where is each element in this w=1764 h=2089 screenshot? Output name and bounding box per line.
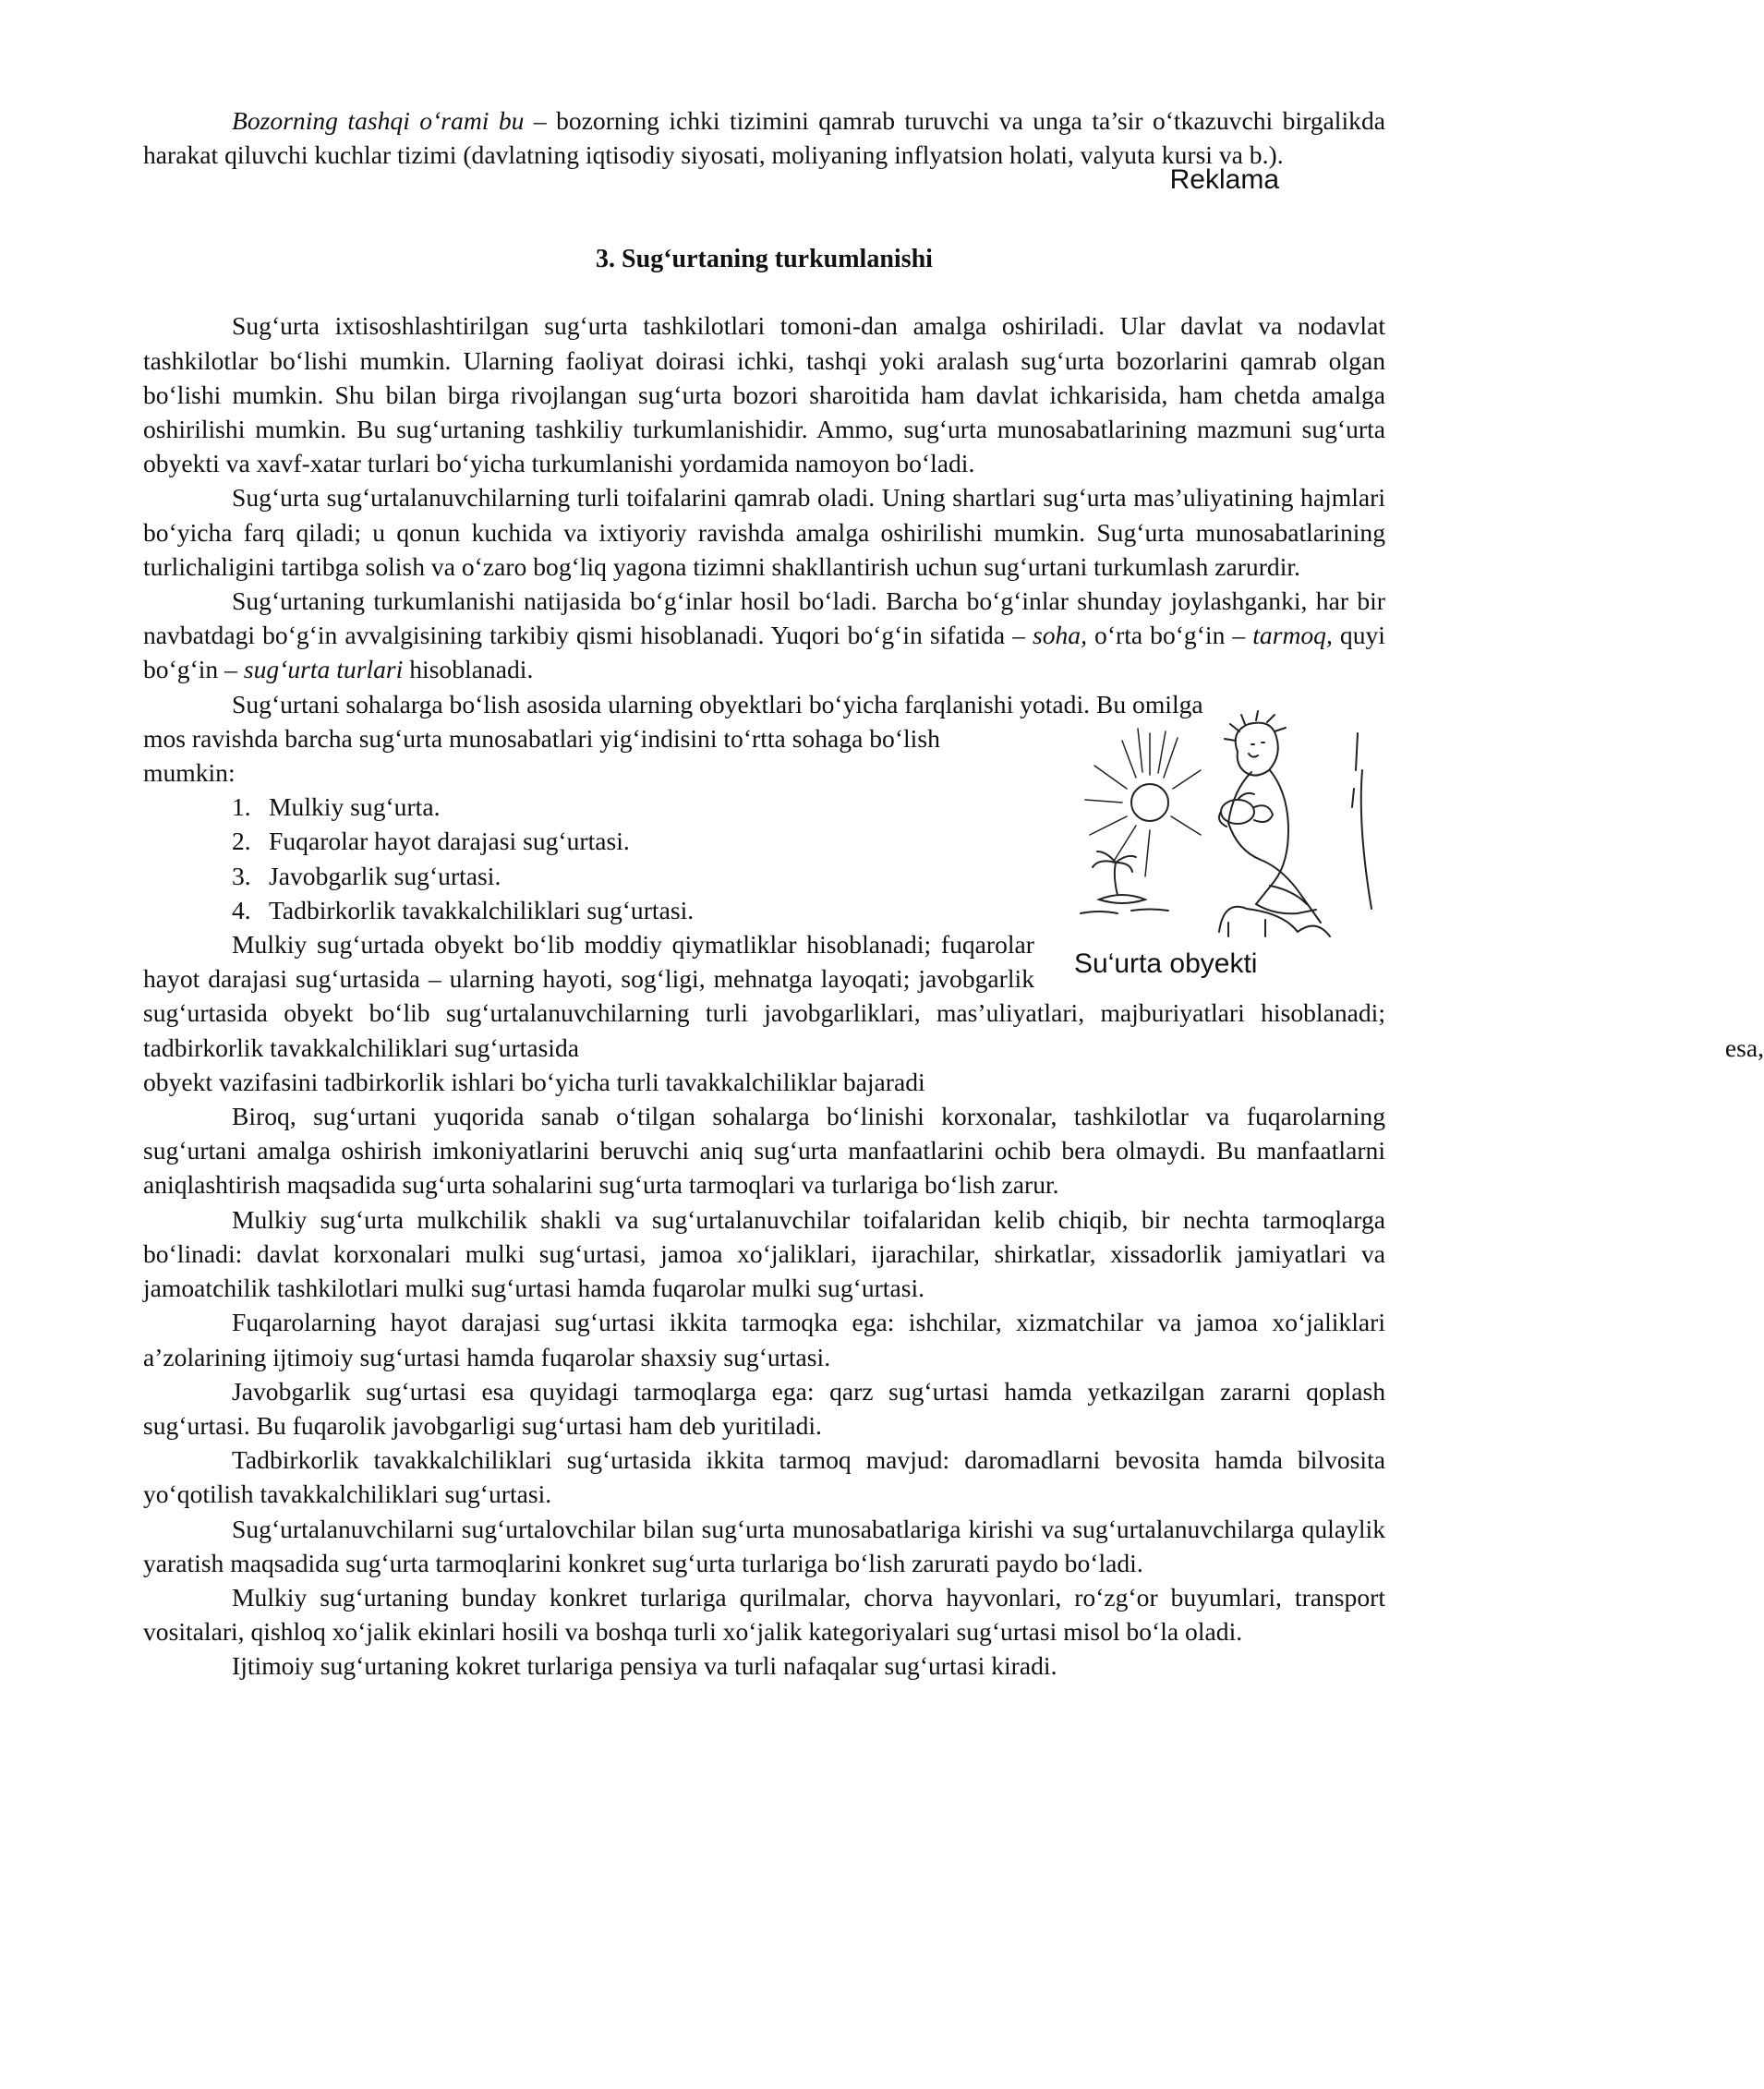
intro-term: Bozorning tashqi o‘rami bu <box>232 106 525 135</box>
paragraph-13: Ijtimoiy sug‘urtaning kokret turlariga pensiya va turli nafaqalar sug‘urtasi kiradi. <box>232 1651 1057 1681</box>
list-number: 1. <box>232 792 251 822</box>
paragraph-11: Sug‘urtalanuvchilarni sug‘urtalovchilar bilan sug‘urta munosabatlariga kirishi va sug‘urtalanuvchilarga qulaylik yaratish maqsadida sug‘urta tarmoqlarini konkret sug‘urta turlariga bo‘lish zarurati paydo bo‘ladi. <box>143 1514 1385 1577</box>
paragraph-8: Fuqarolarning hayot darajasi sug‘urtasi ikkita tarmoqka ega: ishchilar, xizmatchilar va jamoa xo‘jaliklari a’zolarining ijtimoiy sug‘urtasi hamda fuqarolar shaxsiy sug‘urtasi. <box>143 1308 1385 1371</box>
p3-tarmoq: tarmoq, <box>1252 621 1333 650</box>
paragraph-9: Javobgarlik sug‘urtasi esa quyidagi tarmoqlarga ega: qarz sug‘urtasi hamda yetkazilgan zararni qoplash sug‘urtasi. Bu fuqarolik javobgarligi sug‘urtasi ham deb yuritiladi. <box>143 1376 1385 1440</box>
list-text: Fuqarolar hayot darajasi sug‘urtasi. <box>269 827 630 856</box>
sphere-list <box>143 790 1385 927</box>
list-number: 4. <box>232 895 251 924</box>
paragraph-6: Biroq, sug‘urtani yuqorida sanab o‘tilgan sohalarga bo‘linishi korxonalar, tashkilotlar va fuqarolarning sug‘urtani amalga oshirish imkoniyatlarini beruvchi aniq sug‘urta manfaatlarini ochib bera olmaydi. Bu manfaatlarni aniqlashtirish maqsadida sug‘urta sohalarini sug‘urta tarmoqlari va turlariga bo‘lish zarur. <box>143 1102 1385 1200</box>
paragraph-1: Sug‘urta ixtisoshlashtirilgan sug‘urta tashkilotlari tomoni-dan amalga oshiriladi. Ular davlat va nodavlat tashkilotlar bo‘lishi mumkin. Ularning faoliyat doirasi ichki, tashqi yoki aralash sug‘urta bozorlarini qamrab olgan bo‘lishi mumkin. Shu bilan birga rivojlangan sug‘urta bozori sharoitida ham davlat ichkarisida, ham chetda amalga oshirilishi mumkin. Bu sug‘urtaning tashkiliy turkumlanishidir. Ammo, sug‘urta munosabatlarining mazmuni sug‘urta obyekti va xavf-xatar turlari bo‘yicha turkumlanishi yordamida namoyon bo‘ladi. <box>143 311 1385 478</box>
list-number: 2. <box>232 827 251 856</box>
paragraph-2: Sug‘urta sug‘urtalanuvchilarning turli toifalarini qamrab oladi. Uning shartlari sug‘urta mas’uliyatining hajmlari bo‘yicha farq qiladi; u qonun kuchida va ixtiyoriy ravishda amalga oshirilishi mumkin. Sug‘urta munosabatlarining turlichaligini tartibga solish va o‘zaro bog‘liq yagona tizimni shakllantirish uchun sug‘urtani turkumlash zarurdir. <box>143 483 1385 581</box>
list-text: Tadbirkorlik tavakkalchiliklari sug‘urtasi. <box>269 895 695 924</box>
list-item <box>143 859 1385 893</box>
list-item <box>143 790 1385 824</box>
list-text: Javobgarlik sug‘urtasi. <box>269 861 501 890</box>
p3-text-c: quyi bo‘g‘in – <box>143 621 1385 684</box>
section-title: 3. Sug‘urtaning turkumlanishi <box>596 245 933 274</box>
paragraph-7: Mulkiy sug‘urta mulkchilik shakli va sug‘urtalanuvchilar toifalaridan kelib chiqib, bir nechta tarmoqlarga bo‘linadi: davlat korxonalari mulki sug‘urtasi, jamoa xo‘jaliklari, ijarachilar, shirkatlar, xissadorlik jamiyatlari va jamoatchilik tashkilotlari mulki sug‘urtasi hamda fuqarolar mulki sug‘urtasi. <box>143 1204 1385 1303</box>
paragraph-12: Mulkiy sug‘urtaning bunday konkret turlariga qurilmalar, chorva hayvonlari, ro‘zg‘or buyumlari, transport vositalari, qishloq xo‘jalik ekinlari hosili va boshqa turli xo‘jalik kategoriyalari sug‘urtasi misol bo‘la oladi. <box>143 1582 1385 1647</box>
p3-text-a: Sug‘urtaning turkumlanishi natijasida bo‘g‘inlar hosil bo‘ladi. Barcha bo‘g‘inlar shunday joylashganki, har bir navbatdagi bo‘g‘in avvalgisining tarkibiy qismi hisoblanadi. Yuqori bo‘g‘in sifatida – <box>143 586 1385 650</box>
list-item <box>143 893 1385 927</box>
paragraph-3 <box>143 584 1385 687</box>
intro-text: – bozorning ichki tizimini qamrab turuvchi va unga ta’sir o‘tkazuvchi birgalikda harakat qiluvchi kuchlar tizimi (davlatning iqtisodiy siyosati, moliyaning inflyatsion holati, valyuta kursi va b.). <box>143 106 1385 170</box>
list-text: Mulkiy sug‘urta. <box>269 792 441 822</box>
paragraph-5b: obyekt vazifasini tadbirkorlik ishlari bo‘yicha turli tavakkalchiliklar bajaradi <box>143 1067 925 1096</box>
p3-text-d: hisoblanadi. <box>403 655 534 684</box>
paragraph-4b: mos ravishda barcha sug‘urta munosabatlari yig‘indisini to‘rtta sohaga bo‘lish mumkin: <box>143 723 940 788</box>
p3-turlari: sug‘urta turlari <box>243 655 404 684</box>
p3-soha: soha, <box>1032 621 1087 650</box>
p3-text-b: o‘rta bo‘g‘in – <box>1086 621 1253 650</box>
list-item <box>143 824 1385 858</box>
paragraph-4a: Sug‘urtani sohalarga bo‘lish asosida ularning obyektlari bo‘yicha farqlanishi yotadi. Bu omilga <box>232 689 1203 718</box>
intro-paragraph <box>143 103 1385 172</box>
list-number: 3. <box>232 861 251 890</box>
document-page <box>143 103 1764 1684</box>
p5-text-a: Mulkiy sug‘urtada obyekt bo‘lib moddiy qiymatliklar hisoblanadi; fuqarolar hayot darajasi sug‘urtasida – ularning hayoti, sog‘ligi, mehnatga layoqati; javobgarlik sug‘urtasida obyekt bo‘lib sug‘urtalanuvchilarning turli javobgarliklari, mas’uliyatlari, majburiyatlari hisoblanadi; tadbirkorlik tavakkalchiliklari sug‘urtasida <box>143 930 1385 1062</box>
paragraph-10: Tadbirkorlik tavakkalchiliklari sug‘urtasida ikkita tarmoq mavjud: daromadlarni bevosita hamda bilvosita yo‘qotilish tavakkalchiliklari sug‘urtasi. <box>143 1445 1385 1509</box>
ad-label[interactable]: Reklama <box>1169 164 1279 196</box>
p5-esa: esa, <box>1724 1032 1764 1062</box>
figure-caption: Su‘urta obyekti <box>1074 948 1258 979</box>
